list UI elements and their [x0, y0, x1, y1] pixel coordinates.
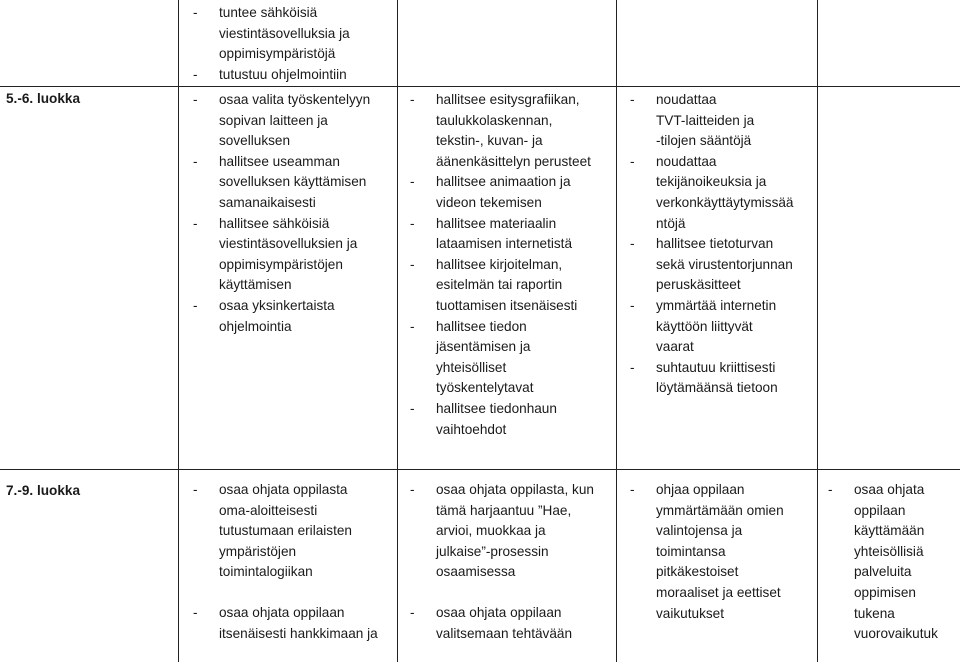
- list-item-line: taulukkolaskennan,: [436, 112, 553, 128]
- list-item-line: löytämäänsä tietoon: [656, 380, 778, 396]
- bullet-dash: -: [828, 482, 833, 497]
- list-item: [410, 317, 610, 399]
- list-item-line: pitkäkestoiset: [656, 564, 739, 580]
- list-item: [630, 296, 812, 358]
- row-divider: [0, 86, 960, 87]
- list-item-line: osaa yksinkertaista: [219, 297, 335, 313]
- list-item-line: tukena: [854, 605, 895, 621]
- list-item-line: hallitsee materiaalin: [436, 215, 557, 231]
- bullet-dash: -: [193, 153, 198, 169]
- list-item-line: sovelluksen käyttämisen: [219, 174, 367, 190]
- list-item: [630, 480, 812, 624]
- list-item: [193, 296, 385, 337]
- list-item-line: itsenäisesti hankkimaan ja: [219, 625, 378, 641]
- list-item: [630, 152, 812, 234]
- list-item-line: toimintalogiikan: [219, 564, 313, 580]
- list-item-line: vaikutukset: [656, 605, 725, 621]
- list-item-line: työskentelytavat: [436, 380, 534, 396]
- list-item-line: vaarat: [656, 339, 694, 355]
- list-item-line: jäsentämisen ja: [436, 339, 531, 355]
- list-item-line: hallitsee animaation ja: [436, 174, 571, 190]
- list-item-line: arvioi, muokkaa ja: [436, 523, 546, 539]
- list-item-line: tutustuu ohjelmointiin: [219, 66, 347, 82]
- list-item-line: osaamisessa: [436, 564, 516, 580]
- list-item: [193, 480, 385, 583]
- list-item-line: käyttöön liittyvät: [656, 318, 753, 334]
- list-item-line: sovelluksen: [219, 133, 291, 149]
- list-item-line: tuntee sähköisiä: [219, 5, 318, 20]
- list-item-line: osaa ohjata oppilaan: [219, 604, 345, 620]
- list-item: [410, 90, 610, 172]
- bullet-dash: -: [410, 400, 415, 416]
- list-item-line: moraaliset ja eettiset: [656, 584, 781, 600]
- list-item: [193, 90, 385, 152]
- list-item-line: hallitsee esitysgrafiikan,: [436, 92, 580, 107]
- list-item-line: hallitsee useamman: [219, 153, 340, 169]
- bullet-dash: -: [193, 92, 198, 107]
- list-item-line: viestintäsovelluksia ja: [219, 25, 350, 41]
- list-item-line: viestintäsovelluksien ja: [219, 236, 358, 252]
- bullet-dash: -: [193, 482, 198, 497]
- bullet-dash: -: [630, 359, 635, 375]
- bullet-dash: -: [410, 482, 415, 497]
- bullet-dash: -: [193, 215, 198, 231]
- list-item-line: tekijänoikeuksia ja: [656, 174, 767, 190]
- list-item: [410, 214, 610, 255]
- column-divider: [616, 0, 617, 662]
- list-item: [193, 214, 385, 296]
- list-item-line: sekä virustentorjunnan: [656, 256, 793, 272]
- list-item-line: käyttämään: [854, 523, 925, 539]
- list-item-line: oppimisympäristöjen: [219, 256, 343, 272]
- list-item-line: noudattaa: [656, 153, 717, 169]
- list-item-line: osaa valita työskentelyyn: [219, 92, 371, 107]
- bullet-dash: -: [410, 215, 415, 231]
- list-item-line: toimintansa: [656, 543, 726, 559]
- list-item-line: vuorovaikutuk: [854, 626, 938, 642]
- list-item-line: käyttämisen: [219, 277, 292, 293]
- list-item-line: ntöjä: [656, 215, 686, 231]
- bullet-dash: -: [410, 318, 415, 334]
- grade-label: 5.-6. luokka: [6, 91, 81, 106]
- list-item-line: tutustumaan erilaisten: [219, 523, 352, 539]
- bullet-dash: -: [193, 5, 198, 20]
- list-item-line: lataamisen internetistä: [436, 236, 573, 252]
- list-item-line: hallitsee tietoturvan: [656, 236, 774, 252]
- bullet-dash: -: [193, 66, 198, 82]
- list-item-line: hallitsee tiedon: [436, 318, 527, 334]
- list-item-line: ymmärtää internetin: [656, 297, 777, 313]
- list-item-line: hallitsee kirjoitelman,: [436, 256, 563, 272]
- list-item-line: -tilojen sääntöjä: [656, 133, 752, 149]
- row-divider: [0, 469, 960, 470]
- list-item: [630, 90, 812, 152]
- list-item-line: tämä harjaantuu ”Hae,: [436, 502, 572, 518]
- list-item: [410, 172, 610, 213]
- bullet-dash: -: [410, 92, 415, 107]
- bullet-dash: -: [410, 256, 415, 272]
- list-item-line: ymmärtämään omien: [656, 502, 784, 518]
- list-item-line: noudattaa: [656, 92, 717, 107]
- list-item-line: oppimisen: [854, 584, 916, 600]
- list-item: [630, 234, 812, 296]
- list-item: [410, 603, 610, 644]
- list-item-line: peruskäsitteet: [656, 277, 741, 293]
- list-item-line: äänenkäsittelyn perusteet: [436, 153, 591, 169]
- list-item-line: yhteisölliset: [436, 359, 507, 375]
- list-item-line: yhteisöllisiä: [854, 543, 924, 559]
- bullet-dash: -: [410, 174, 415, 190]
- list-item-line: valitsemaan tehtävään: [436, 625, 573, 641]
- list-item-line: ympäristöjen: [219, 543, 297, 559]
- list-item-line: tekstin-, kuvan- ja: [436, 133, 543, 149]
- list-item-line: valintojensa ja: [656, 523, 743, 539]
- list-item: [410, 255, 610, 317]
- bullet-dash: -: [193, 604, 198, 620]
- bullet-dash: -: [630, 236, 635, 252]
- list-item-line: ohjelmointia: [219, 318, 292, 334]
- list-item-line: esitelmän tai raportin: [436, 277, 563, 293]
- bullet-dash: -: [410, 604, 415, 620]
- list-item-line: ohjaa oppilaan: [656, 482, 745, 497]
- list-item: [410, 399, 610, 440]
- list-item-line: osaa ohjata oppilasta: [219, 482, 348, 497]
- list-item-line: hallitsee sähköisiä: [219, 215, 330, 231]
- list-item-line: suhtautuu kriittisesti: [656, 359, 776, 375]
- list-item-line: oma-aloitteisesti: [219, 502, 318, 518]
- list-item-line: samanaikaisesti: [219, 194, 316, 210]
- list-item-line: tuottamisen itsenäisesti: [436, 297, 578, 313]
- list-item: [193, 65, 378, 86]
- list-item-line: julkaise”-prosessin: [436, 543, 549, 559]
- bullet-dash: -: [630, 297, 635, 313]
- bullet-dash: -: [630, 482, 635, 497]
- list-item: [193, 603, 385, 644]
- bullet-dash: -: [630, 153, 635, 169]
- list-item: [193, 152, 385, 214]
- column-divider: [817, 0, 818, 662]
- list-item-line: osaa ohjata: [854, 482, 925, 497]
- list-item-line: vaihtoehdot: [436, 421, 507, 437]
- list-item: [410, 480, 610, 583]
- column-divider: [178, 0, 179, 662]
- bullet-dash: -: [193, 297, 198, 313]
- list-item-line: hallitsee tiedonhaun: [436, 400, 557, 416]
- list-item-line: verkonkäyttäytymissää: [656, 194, 794, 210]
- list-item: [630, 358, 812, 399]
- list-item-line: osaa ohjata oppilasta, kun: [436, 482, 594, 497]
- list-item-line: TVT-laitteiden ja: [656, 112, 755, 128]
- list-item-line: oppilaan: [854, 502, 906, 518]
- list-item-line: oppimisympäristöjä: [219, 46, 336, 62]
- list-item-line: palveluita: [854, 564, 912, 580]
- column-divider: [397, 0, 398, 662]
- list-item: [193, 3, 378, 65]
- bullet-dash: -: [630, 92, 635, 107]
- list-item: [828, 480, 958, 645]
- list-item-line: videon tekemisen: [436, 194, 542, 210]
- list-item-line: osaa ohjata oppilaan: [436, 604, 562, 620]
- grade-label: 7.-9. luokka: [6, 483, 81, 498]
- list-item-line: sopivan laitteen ja: [219, 112, 328, 128]
